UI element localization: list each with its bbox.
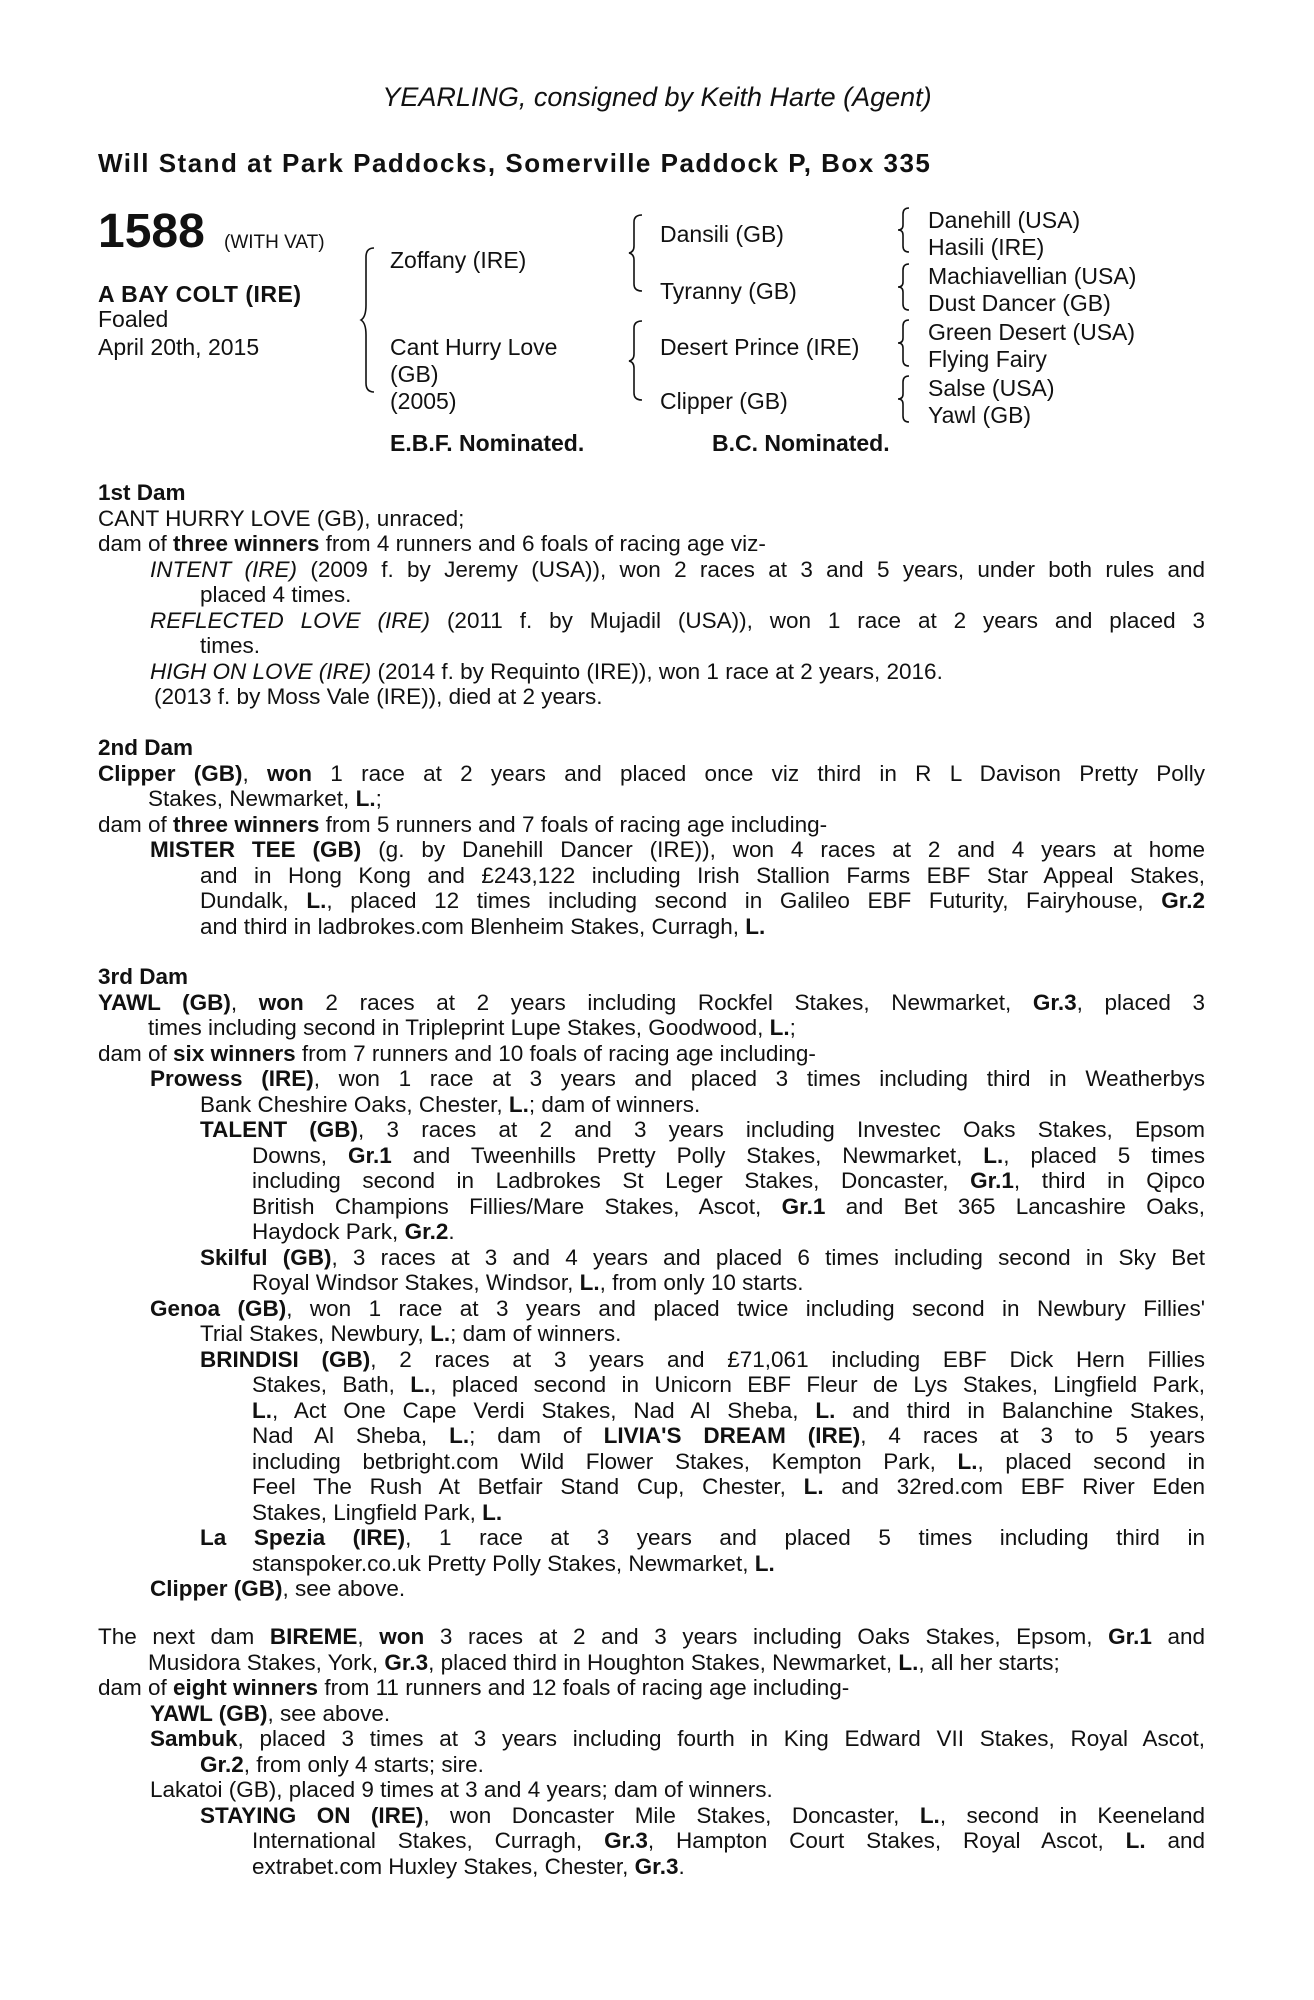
text-line: including second in Ladbrokes St Leger Stakes, Doncaster,: [252, 1168, 971, 1193]
text-line: stanspoker.co.uk Pretty Polly Stakes, Newmarket,: [252, 1550, 755, 1576]
dam-brace: [628, 318, 648, 403]
text-line: 1 race at 2 years and placed once viz third in R L Davison Pretty Polly: [312, 760, 1205, 786]
text-line: Gr.1: [781, 1193, 826, 1219]
text-line: Gr.1: [1108, 1624, 1152, 1649]
text-line: from 7 runners and 10 foals of racing age including-: [295, 1040, 816, 1066]
text-line: won: [258, 989, 304, 1015]
text-line: [200, 914, 765, 940]
text-line: [150, 837, 1205, 863]
first-dam-summary: [98, 531, 766, 557]
text-line: , won 1 race at 3 years and placed twice including second in Newbury Fillies': [286, 1295, 1206, 1321]
text-line: and Tweenhills Pretty Polly Stakes, Newmarket,: [391, 1142, 984, 1168]
gg-1: Danehill (USA): [928, 207, 1081, 233]
brace-sd: [897, 262, 913, 312]
text-line: Downs,: [252, 1142, 348, 1168]
text-line: L.: [769, 1015, 790, 1040]
text-line: Bank Cheshire Oaks, Chester,: [200, 1091, 509, 1117]
progeny-reflected-love: [150, 608, 1205, 634]
sire-brace: [628, 212, 648, 294]
dam-line-3: (2005): [390, 388, 457, 414]
text-line: and: [1145, 1828, 1206, 1853]
text-line: [200, 1321, 621, 1347]
foaled-label: Foaled: [98, 306, 169, 332]
text-line: Trial Stakes, Newbury,: [200, 1321, 431, 1346]
text-line: Royal Windsor Stakes, Windsor,: [252, 1270, 580, 1295]
text-line: Lakatoi (GB), placed 9 times at 3 and 4 years; dam of winners.: [150, 1777, 773, 1802]
first-dam-heading: 1st Dam: [98, 480, 186, 505]
text-line: , won 1 race at 3 years and placed 3 times including third in Weatherbys: [313, 1066, 1205, 1091]
progeny-intent: [150, 557, 1205, 583]
text-line: [252, 1449, 1205, 1475]
text-line: 2 races at 2 years including Rockfel Stakes, Newmarket,: [303, 989, 1033, 1015]
text-line: [150, 1576, 405, 1602]
dam-sire: Desert Prince (IRE): [660, 334, 860, 360]
text-line: L.: [449, 1423, 470, 1448]
text-line: STAYING ON (IRE): [200, 1802, 424, 1828]
text-line: dam of: [98, 1675, 174, 1700]
text-line: , from only 4 starts; sire.: [243, 1751, 484, 1777]
sire-sire: Dansili (GB): [660, 221, 784, 247]
text-line: eight winners: [173, 1675, 319, 1700]
text-line: three winners: [173, 531, 320, 556]
text-line: [98, 1041, 816, 1067]
text-line: International Stakes, Curragh,: [252, 1828, 605, 1853]
text-line: , placed 5 times: [1003, 1142, 1206, 1168]
text-line: .: [678, 1853, 685, 1879]
text-line: Gr.1: [970, 1168, 1014, 1193]
text-line: Gr.2: [404, 1219, 449, 1244]
text-line: 3rd Dam: [98, 964, 189, 989]
text-line: Haydock Park,: [252, 1219, 405, 1244]
text-line: Gr.3: [1032, 989, 1077, 1015]
text-line: [252, 1423, 1205, 1449]
text-line: [200, 1803, 1205, 1829]
text-line: [150, 1701, 390, 1727]
gg-8: Yawl (GB): [928, 402, 1032, 428]
brace-ss: [897, 206, 913, 254]
text-line: , placed second in: [977, 1448, 1205, 1474]
sire-dam-brace: [360, 245, 380, 395]
text-line: L.: [579, 1270, 600, 1295]
text-line: [98, 990, 1205, 1016]
text-line: , 3 races at 3 and 4 years and placed 6 times including second in Sky Bet: [331, 1244, 1205, 1270]
text-line: won: [267, 760, 313, 786]
text-line: Stakes, Lingfield Park,: [252, 1499, 483, 1525]
dam-dam: Clipper (GB): [660, 388, 788, 414]
lot-number: 1588: [98, 205, 205, 258]
text-line: [200, 1525, 1205, 1551]
text-line: [150, 1726, 1205, 1752]
text-line: and in Hong Kong and £243,122 including Irish Stallion Farms EBF Star Appeal Stakes,: [200, 862, 1205, 888]
text-line: , second in Keeneland: [939, 1802, 1205, 1828]
text-line: and third in Balanchine Stakes,: [835, 1397, 1205, 1423]
text-line: LIVIA'S DREAM (IRE): [603, 1423, 861, 1448]
text-line: from 4 runners and 6 foals of racing age viz-: [319, 531, 766, 556]
text-line: Dundalk,: [200, 888, 307, 913]
text-line: The next dam: [98, 1624, 270, 1649]
text-line: , Act One Cape Verdi Stakes, Nad Al Sheba,: [272, 1397, 816, 1423]
text-line: [98, 1675, 849, 1701]
text-line: BRINDISI (GB): [200, 1346, 371, 1372]
text-line: HIGH ON LOVE (IRE): [150, 658, 372, 684]
text-line: , see above.: [267, 1700, 391, 1726]
text-line: and: [1151, 1624, 1205, 1649]
text-line: (g. by Danehill Dancer (IRE)), won 4 races at 2 and 4 years at home: [361, 837, 1205, 862]
text-line: (2014 f. by Requinto (IRE)), won 1 race at 2 years, 2016.: [371, 658, 943, 684]
text-line: and 32red.com EBF River Eden: [823, 1474, 1205, 1499]
text-line: , third in Qipco: [1013, 1168, 1205, 1193]
sire-dam: Tyranny (GB): [660, 278, 797, 304]
text-line: extrabet.com Huxley Stakes, Chester,: [252, 1853, 635, 1879]
text-line: Gr.1: [348, 1142, 392, 1168]
gg-4: Dust Dancer (GB): [928, 290, 1111, 316]
text-line: , 4 races at 3 to 5 years: [860, 1423, 1205, 1448]
text-line: Prowess (IRE): [150, 1066, 314, 1091]
text-line: Gr.2: [1161, 888, 1205, 913]
text-line: , 3 races at 2 and 3 years including Investec Oaks Stakes, Epsom: [358, 1117, 1205, 1142]
text-line: British Champions Fillies/Mare Stakes, Ascot,: [252, 1193, 782, 1219]
text-line: [148, 1015, 796, 1041]
text-line: [252, 1474, 1205, 1500]
text-line: dam of: [98, 531, 174, 556]
text-line: [252, 1500, 502, 1526]
text-line: YAWL (GB): [150, 1700, 268, 1726]
text-line: [200, 1245, 1205, 1271]
text-line: [252, 1168, 1205, 1194]
text-line: L.: [803, 1474, 824, 1499]
text-line: and third in ladbrokes.com Blenheim Stakes, Curragh,: [200, 913, 746, 939]
text-line: ,: [242, 760, 268, 786]
text-line: L.: [754, 1550, 775, 1576]
text-line: Genoa (GB): [150, 1295, 287, 1321]
text-line: six winners: [173, 1040, 296, 1066]
text-line: times.: [200, 633, 261, 658]
lot-title: A BAY COLT (IRE): [98, 281, 302, 307]
text-line: L.: [745, 913, 766, 939]
text-line: L.: [410, 1372, 431, 1397]
text-line: Feel The Rush At Betfair Stand Cup, Chester,: [252, 1474, 804, 1499]
text-line: Gr.3: [384, 1649, 429, 1675]
text-line: , 1 race at 3 years and placed 5 times including third in: [405, 1525, 1205, 1550]
text-line: L.: [815, 1397, 836, 1423]
text-line: , see above.: [282, 1576, 406, 1601]
text-line: [98, 480, 186, 506]
text-line: [200, 1752, 484, 1778]
text-line: [98, 735, 193, 761]
text-line: three winners: [173, 811, 320, 837]
text-line: , placed 3: [1076, 989, 1205, 1015]
text-line: L.: [430, 1321, 451, 1346]
text-line: , won Doncaster Mile Stakes, Doncaster,: [423, 1802, 920, 1828]
progeny-2013: (2013 f. by Moss Vale (IRE)), died at 2 years.: [154, 684, 603, 709]
text-line: ;: [375, 786, 382, 811]
text-line: , all her starts;: [918, 1649, 1060, 1675]
gg-3: Machiavellian (USA): [928, 263, 1137, 289]
text-line: [252, 1194, 1205, 1220]
text-line: [98, 964, 188, 990]
text-line: ,: [357, 1624, 380, 1649]
text-line: , placed 3 times at 3 years including fourth in King Edward VII Stakes, Royal Ascot,: [237, 1726, 1205, 1751]
text-line: L.: [306, 888, 327, 913]
ebf-nominated: E.B.F. Nominated.: [390, 430, 585, 456]
text-line: [252, 1143, 1205, 1169]
bc-nominated: B.C. Nominated.: [712, 430, 890, 456]
text-line: dam of: [98, 1040, 174, 1066]
text-line: from 5 runners and 7 foals of racing age including-: [319, 811, 828, 837]
text-line: L.: [983, 1142, 1004, 1168]
dam-line-1: Cant Hurry Love: [390, 334, 558, 360]
text-line: 3 races at 2 and 3 years including Oaks Stakes, Epsom,: [424, 1624, 1109, 1649]
text-line: ; dam of winners.: [450, 1321, 622, 1346]
text-line: won: [379, 1624, 425, 1649]
text-line: , placed third in Houghton Stakes, Newmarket,: [428, 1649, 899, 1675]
text-line: .: [448, 1219, 455, 1244]
text-line: Clipper (GB): [98, 760, 243, 786]
text-line: [98, 812, 827, 838]
text-line: [200, 1117, 1205, 1143]
text-line: MISTER TEE (GB): [150, 837, 362, 862]
dam-line-2: (GB): [390, 361, 439, 387]
text-line: L.: [252, 1397, 272, 1423]
text-line: L.: [919, 1802, 940, 1828]
text-line: dam of: [98, 811, 174, 837]
text-line: L.: [898, 1649, 919, 1675]
text-line: [148, 786, 382, 812]
text-line: REFLECTED LOVE (IRE): [150, 607, 431, 633]
text-line: BIREME: [269, 1624, 358, 1649]
gg-6: Flying Fairy: [928, 346, 1047, 372]
first-dam-line: CANT HURRY LOVE (GB), unraced;: [98, 505, 465, 531]
text-line: L.: [482, 1499, 503, 1525]
text-line: [200, 888, 1205, 914]
text-line: [252, 1372, 1205, 1398]
text-line: [98, 1624, 1205, 1650]
text-line: ,: [230, 989, 259, 1015]
text-line: , 2 races at 3 years and £71,061 including EBF Dick Hern Fillies: [370, 1346, 1205, 1372]
gg-2: Hasili (IRE): [928, 234, 1045, 260]
text-line: [252, 1551, 775, 1577]
text-line: L.: [508, 1091, 529, 1117]
text-line: , Hampton Court Stakes, Royal Ascot,: [647, 1828, 1126, 1853]
sire: Zoffany (IRE): [390, 247, 527, 273]
text-line: Gr.3: [634, 1853, 679, 1879]
text-line: INTENT (IRE): [150, 556, 298, 582]
text-line: L.: [1125, 1828, 1146, 1853]
text-line: , placed second in Unicorn EBF Fleur de Lys Stakes, Lingfield Park,: [430, 1372, 1205, 1397]
text-line: (2009 f. by Jeremy (USA)), won 2 races at 3 and 5 years, under both rules and: [297, 556, 1205, 582]
text-line: La Spezia (IRE): [200, 1525, 406, 1550]
text-line: [200, 1092, 700, 1118]
stand-location: Will Stand at Park Paddocks, Somerville Paddock P, Box 335: [98, 148, 932, 178]
text-line: ; dam of: [469, 1423, 604, 1448]
text-line: L.: [957, 1448, 978, 1474]
text-line: (2011 f. by Mujadil (USA)), won 1 race at 2 years and placed 3: [430, 607, 1205, 633]
text-line: and Bet 365 Lancashire Oaks,: [825, 1193, 1205, 1219]
text-line: Clipper (GB): [150, 1576, 283, 1601]
text-line: [252, 1854, 685, 1880]
text-line: Sambuk: [150, 1726, 238, 1751]
progeny-high-on-love: [150, 659, 943, 685]
brace-ds: [897, 318, 913, 368]
text-line: , from only 10 starts.: [599, 1270, 804, 1295]
text-line: YAWL (GB): [98, 989, 231, 1015]
text-line: Gr.2: [200, 1751, 244, 1777]
text-line: Stakes, Newmarket,: [148, 786, 356, 811]
text-line: [98, 761, 1205, 787]
text-line: 2nd Dam: [98, 735, 194, 760]
text-line: TALENT (GB): [200, 1117, 359, 1142]
text-line: [150, 1066, 1205, 1092]
gg-5: Green Desert (USA): [928, 319, 1136, 345]
text-line: ;: [789, 1015, 796, 1040]
brace-dd: [897, 374, 913, 424]
text-line: [150, 1296, 1205, 1322]
text-line: including betbright.com Wild Flower Stakes, Kempton Park,: [252, 1448, 958, 1474]
text-line: [252, 1219, 455, 1245]
text-line: ; dam of winners.: [528, 1091, 701, 1117]
catalogue-header: YEARLING, consigned by Keith Harte (Agent): [382, 82, 932, 112]
text-line: [148, 1650, 1060, 1676]
text-line: L.: [355, 786, 376, 811]
text-line: [200, 1347, 1205, 1373]
text-line: placed 4 times.: [200, 582, 352, 607]
text-line: Nad Al Sheba,: [252, 1423, 450, 1448]
text-line: [252, 1398, 1205, 1424]
foaled-date: April 20th, 2015: [98, 334, 260, 360]
text-line: Musidora Stakes, York,: [148, 1649, 385, 1675]
text-line: from 11 runners and 12 foals of racing age including-: [318, 1675, 850, 1700]
text-line: Skilful (GB): [200, 1244, 332, 1270]
text-line: times including second in Tripleprint Lupe Stakes, Goodwood,: [148, 1015, 770, 1040]
text-line: Stakes, Bath,: [252, 1372, 411, 1397]
gg-7: Salse (USA): [928, 375, 1055, 401]
text-line: [252, 1270, 803, 1296]
text-line: [252, 1828, 1205, 1854]
text-line: Gr.3: [604, 1828, 648, 1853]
vat-note: (WITH VAT): [224, 232, 325, 253]
text-line: , placed 12 times including second in Galileo EBF Futurity, Fairyhouse,: [326, 888, 1162, 913]
